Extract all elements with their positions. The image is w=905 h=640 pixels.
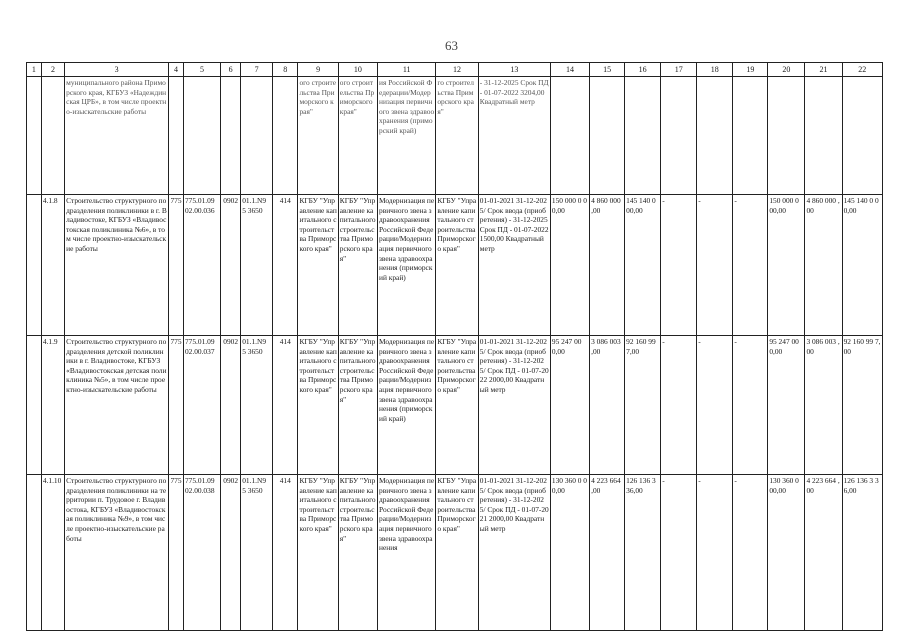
table-cell: 01-01-2021 31-12-2025/ Срок ввода (приобретения) - 31-12-2025 Срок ПД - 01-07-2022 1500,00 Квадратный метр — [478, 195, 550, 336]
table-cell: 4.1.8 — [41, 195, 64, 336]
table-cell: Модернизация первичного звена здравоохранения Российской Федерации/Модернизация первичного звена здравоохранения (приморский край) — [378, 336, 436, 475]
table-cell: КГБУ "Управление капитального строительства Приморского края" — [338, 336, 377, 475]
table-cell: - — [661, 195, 697, 336]
table-cell: 4.1.10 — [41, 475, 64, 631]
table-cell — [27, 77, 42, 195]
table-cell: Строительство структурного подразделения поликлиники в г. Владивостоке, КГБУЗ «Владивостокская поликлиника №6», в том числе проектно-изыскательские работы — [65, 195, 169, 336]
column-header: 3 — [65, 63, 169, 77]
table-cell: 775.01.09 02.00.036 — [183, 195, 220, 336]
table-cell: 150 000 0 00,00 — [550, 195, 589, 336]
table-cell: КГБУ "Управление капитального строительства Приморского края" — [298, 475, 338, 631]
table-cell — [27, 475, 42, 631]
table-cell: 01.1.N9 5 3650 — [241, 195, 273, 336]
table-cell: ого строительства Приморского края" — [298, 77, 338, 195]
table-cell: 01.1.N9 5 3650 — [241, 475, 273, 631]
column-header: 2 — [41, 63, 64, 77]
table-cell: 775 — [169, 475, 184, 631]
table-cell: 0902 — [221, 195, 241, 336]
table-cell — [625, 77, 661, 195]
column-header: 8 — [273, 63, 298, 77]
table-cell: 150 000 0 00,00 — [768, 195, 805, 336]
table-cell: 145 140 0 00,00 — [625, 195, 661, 336]
table-cell — [41, 77, 64, 195]
budget-table — [26, 62, 883, 631]
table-row — [27, 77, 883, 195]
table-cell — [805, 77, 842, 195]
table-cell: 4 860 000 ,00 — [805, 195, 842, 336]
table-row — [27, 195, 883, 336]
column-header: 4 — [169, 63, 184, 77]
table-cell: 775.01.09 02.00.037 — [183, 336, 220, 475]
table-cell: - — [697, 336, 733, 475]
column-header: 5 — [183, 63, 220, 77]
table-cell: 0902 — [221, 475, 241, 631]
column-header: 21 — [805, 63, 842, 77]
table-cell: 130 360 0 00,00 — [768, 475, 805, 631]
table-cell — [697, 77, 733, 195]
column-header: 13 — [478, 63, 550, 77]
table-cell: 0902 — [221, 336, 241, 475]
table-cell: 414 — [273, 336, 298, 475]
table-cell: 126 136 3 36,00 — [625, 475, 661, 631]
table-cell: КГБУ "Управление капитального строительства Приморского края" — [338, 195, 377, 336]
column-header: 17 — [661, 63, 697, 77]
table-cell: 01-01-2021 31-12-2025/ Срок ввода (приобретения) - 31-12-2025/ Срок ПД - 01-07-2022 2000,00 Квадратный метр — [478, 336, 550, 475]
table-cell: - — [697, 475, 733, 631]
table-cell — [27, 336, 42, 475]
table-cell: 3 086 003 ,00 — [590, 336, 625, 475]
table-cell: 01.1.N9 5 3650 — [241, 336, 273, 475]
table-cell: 414 — [273, 195, 298, 336]
column-header: 6 — [221, 63, 241, 77]
table-cell: - — [733, 336, 768, 475]
table-cell: 145 140 0 00,00 — [842, 195, 882, 336]
table-cell — [590, 77, 625, 195]
table-cell: ия Российской Федерации/Модернизация первичного звена здравоохранения (приморский край) — [378, 77, 436, 195]
column-header: 12 — [436, 63, 478, 77]
table-cell: - — [733, 475, 768, 631]
table-cell: 775.01.09 02.00.038 — [183, 475, 220, 631]
column-header: 1 — [27, 63, 42, 77]
table-cell: 130 360 0 00,00 — [550, 475, 589, 631]
table-cell: - — [661, 336, 697, 475]
table-cell: Строительство структурного подразделения поликлиники на территории п. Трудовое г. Владивостока, КГБУЗ «Владивостокская поликлиника №9», в том числе проектно-изыскательские работы — [65, 475, 169, 631]
column-header: 15 — [590, 63, 625, 77]
table-cell: КГБУ "Управление капитального строительства Приморского края" — [436, 336, 478, 475]
table-cell: Модернизация первичного звена здравоохранения Российской Федерации/Модернизация первичного звена здравоохранения (приморский край) — [378, 195, 436, 336]
table-cell — [169, 77, 184, 195]
table-cell — [550, 77, 589, 195]
table-cell: муниципального района Приморского края, КГБУЗ «Надеждинская ЦРБ», в том числе проектно-изыскательские работы — [65, 77, 169, 195]
column-header: 16 — [625, 63, 661, 77]
table-cell — [221, 77, 241, 195]
column-header: 19 — [733, 63, 768, 77]
table-cell — [241, 77, 273, 195]
table-cell: КГБУ "Управление капитального строительства Приморского края" — [338, 475, 377, 631]
table-cell — [183, 77, 220, 195]
column-header: 14 — [550, 63, 589, 77]
table-cell: 95 247 00 0,00 — [550, 336, 589, 475]
table-cell: КГБУ "Управление капитального строительства Приморского края" — [436, 195, 478, 336]
table-cell: 126 136 3 36,00 — [842, 475, 882, 631]
column-header: 22 — [842, 63, 882, 77]
column-header: 11 — [378, 63, 436, 77]
table-cell — [768, 77, 805, 195]
table-cell: 4.1.9 — [41, 336, 64, 475]
table-cell: Строительство структурного подразделения детской поликлиники в г. Владивостоке, КГБУЗ «Владивостокская детская поликлиника №5», в том числе проектно-изыскательские работы — [65, 336, 169, 475]
table-cell: Модернизация первичного звена здравоохранения Российской Федерации/Модернизация первичного звена здравоохранения — [378, 475, 436, 631]
table-cell: 775 — [169, 336, 184, 475]
page-number: 63 — [445, 38, 458, 53]
table-cell: КГБУ "Управление капитального строительства Приморского края" — [436, 475, 478, 631]
table-cell: 01-01-2021 31-12-2025/ Срок ввода (приобретения) - 31-12-2025/ Срок ПД - 01-07-2021 2000,00 Квадратный метр — [478, 475, 550, 631]
table-cell: 414 — [273, 475, 298, 631]
table-cell: - — [733, 195, 768, 336]
table-cell: 775 — [169, 195, 184, 336]
table-cell: КГБУ "Управление капитального строительства Приморского края" — [298, 195, 338, 336]
table-cell — [842, 77, 882, 195]
table-cell: КГБУ "Управление капитального строительства Приморского края" — [298, 336, 338, 475]
table-cell: го строительства Приморского края" — [436, 77, 478, 195]
column-header: 9 — [298, 63, 338, 77]
table-row — [27, 475, 883, 631]
header-row — [27, 63, 883, 77]
table-cell: 92 160 99 7,00 — [842, 336, 882, 475]
column-header: 7 — [241, 63, 273, 77]
table-cell — [733, 77, 768, 195]
table-cell: 3 086 003 ,00 — [805, 336, 842, 475]
table-cell: - 31-12-2025 Срок ПД - 01-07-2022 3204,00 Квадратный метр — [478, 77, 550, 195]
table-cell: 4 223 664 ,00 — [590, 475, 625, 631]
table-cell: - — [697, 195, 733, 336]
column-header: 10 — [338, 63, 377, 77]
table-cell: ого строительства Приморского края" — [338, 77, 377, 195]
table-cell — [661, 77, 697, 195]
table-cell — [273, 77, 298, 195]
column-header: 18 — [697, 63, 733, 77]
table-row — [27, 336, 883, 475]
table-cell — [27, 195, 42, 336]
table-cell: 4 860 000 ,00 — [590, 195, 625, 336]
column-header: 20 — [768, 63, 805, 77]
table-cell: 4 223 664 ,00 — [805, 475, 842, 631]
table-cell: 92 160 99 7,00 — [625, 336, 661, 475]
table-cell: - — [661, 475, 697, 631]
table-cell: 95 247 00 0,00 — [768, 336, 805, 475]
